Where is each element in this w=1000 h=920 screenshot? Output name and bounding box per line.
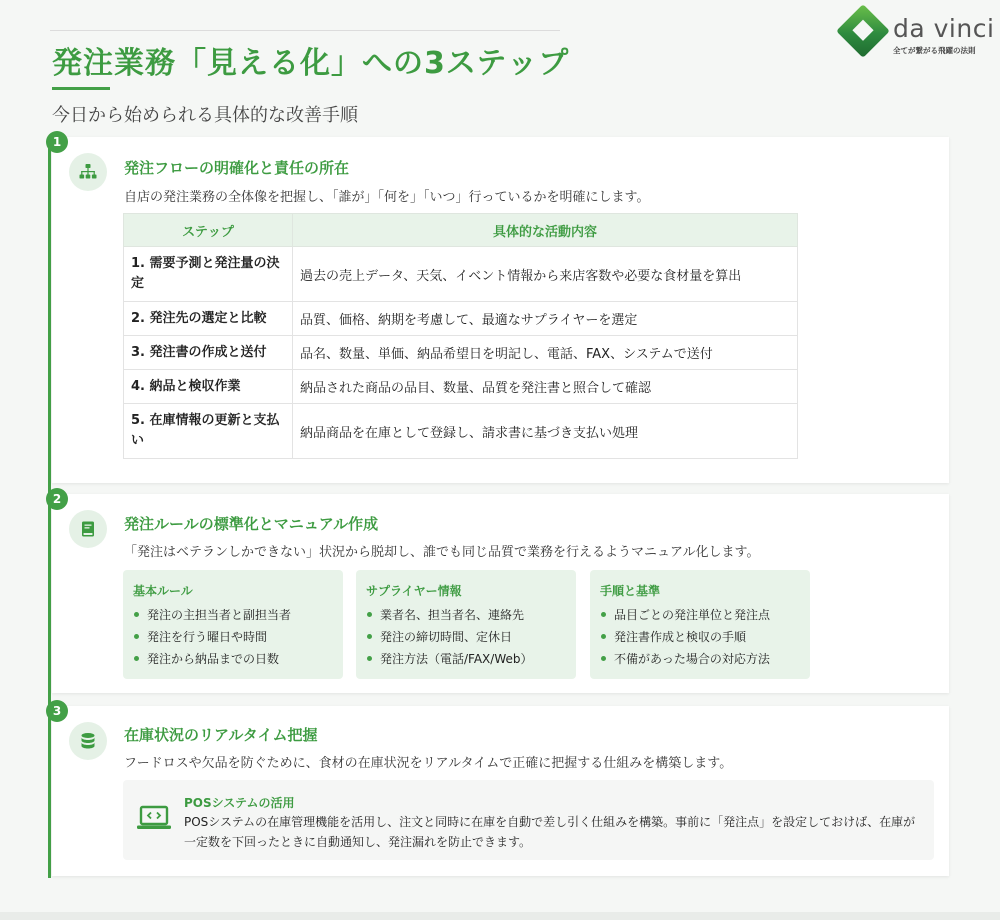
step-card-1 bbox=[52, 137, 949, 483]
table-cell-activity: 品名、数量、単価、納品希望日を明記し、電話、FAX、システムで送付 bbox=[293, 336, 798, 370]
logo-name: da vinci bbox=[893, 14, 995, 43]
table-cell-activity: 品質、価格、納期を考慮して、最適なサプライヤーを選定 bbox=[293, 302, 798, 336]
table-header-row bbox=[124, 214, 798, 247]
timeline-line bbox=[48, 140, 51, 878]
step1-title: 発注フローの明確化と責任の所在 bbox=[124, 159, 350, 177]
basic-rules-box bbox=[123, 570, 343, 679]
list-item: 発注を行う曜日や時間 bbox=[133, 628, 291, 650]
logo-mark-icon bbox=[836, 4, 890, 58]
step-number-badge-1: 1 bbox=[46, 131, 68, 153]
rule-box-title: 基本ルール bbox=[133, 584, 193, 598]
page-subtitle: 今日から始められる具体的な改善手順 bbox=[52, 105, 358, 126]
list-item: 発注書作成と検収の手順 bbox=[600, 628, 770, 650]
pos-text: POSシステムの在庫管理機能を活用し、注文と同時に在庫を自動で差し引く仕組みを構築。事前に「発注点」を設定しておけば、在庫が一定数を下回ったときに自動通知し、発注漏れを防止できます。 bbox=[184, 815, 916, 849]
laptop-code-icon bbox=[136, 804, 172, 834]
table-header-activity: 具体的な活動内容 bbox=[293, 214, 798, 247]
step-card-3 bbox=[52, 706, 949, 876]
table-cell-step: 4. 納品と検収作業 bbox=[124, 370, 293, 404]
table-cell-activity: 納品された商品の品目、数量、品質を発注書と照合して確認 bbox=[293, 370, 798, 404]
table-header-step: ステップ bbox=[124, 214, 293, 247]
title-underline bbox=[52, 87, 110, 90]
logo-tagline: 全てが繋がる飛躍の法則 bbox=[893, 46, 976, 55]
rule-box-title: サプライヤー情報 bbox=[366, 584, 462, 598]
pos-system-box bbox=[123, 780, 934, 860]
table-cell-step: 2. 発注先の選定と比較 bbox=[124, 302, 293, 336]
list-item: 品目ごとの発注単位と発注点 bbox=[600, 606, 770, 628]
rule-list bbox=[133, 606, 291, 672]
step-number-badge-3: 3 bbox=[46, 700, 68, 722]
list-item: 発注から納品までの日数 bbox=[133, 650, 291, 672]
table-cell-activity: 納品商品を在庫として登録し、請求書に基づき支払い処理 bbox=[293, 404, 798, 459]
step2-description: 「発注はベテランしかできない」状況から脱却し、誰でも同じ品質で業務を行えるようマニュアル化します。 bbox=[124, 545, 760, 560]
step2-title: 発注ルールの標準化とマニュアル作成 bbox=[124, 515, 379, 533]
footer-bar bbox=[0, 912, 1000, 920]
table-cell-activity: 過去の売上データ、天気、イベント情報から来店客数や必要な食材量を算出 bbox=[293, 247, 798, 302]
procedure-box bbox=[590, 570, 810, 679]
step3-description: フードロスや欠品を防ぐために、食材の在庫状況をリアルタイムで正確に把握する仕組みを構築します。 bbox=[124, 756, 733, 771]
table-row bbox=[124, 370, 798, 404]
step1-description: 自店の発注業務の全体像を把握し、「誰が」「何を」「いつ」行っているかを明確にします。 bbox=[124, 190, 650, 205]
pos-title: POSシステムの活用 bbox=[184, 796, 295, 810]
list-item: 発注の主担当者と副担当者 bbox=[133, 606, 291, 628]
step-card-2 bbox=[52, 494, 949, 693]
table-cell-step: 3. 発注書の作成と送付 bbox=[124, 336, 293, 370]
table-row bbox=[124, 404, 798, 459]
step3-title: 在庫状況のリアルタイム把握 bbox=[124, 726, 318, 744]
list-item: 業者名、担当者名、連絡先 bbox=[366, 606, 532, 628]
page-title: 発注業務「見える化」への3ステップ bbox=[52, 46, 570, 81]
table-row bbox=[124, 247, 798, 302]
table-row bbox=[124, 302, 798, 336]
rule-list bbox=[600, 606, 770, 672]
supplier-info-box bbox=[356, 570, 576, 679]
logo bbox=[838, 8, 998, 58]
header-divider bbox=[50, 30, 560, 31]
sitemap-icon bbox=[69, 153, 107, 191]
list-item: 発注方法（電話/FAX/Web） bbox=[366, 650, 532, 672]
list-item: 発注の締切時間、定休日 bbox=[366, 628, 532, 650]
table-cell-step: 1. 需要予測と発注量の決定 bbox=[124, 247, 293, 302]
book-icon bbox=[69, 510, 107, 548]
database-icon bbox=[69, 722, 107, 760]
step-number-badge-2: 2 bbox=[46, 488, 68, 510]
workflow-table bbox=[123, 213, 798, 459]
table-cell-step: 5. 在庫情報の更新と支払い bbox=[124, 404, 293, 459]
rule-list bbox=[366, 606, 532, 672]
table-row bbox=[124, 336, 798, 370]
rule-box-title: 手順と基準 bbox=[600, 584, 661, 598]
list-item: 不備があった場合の対応方法 bbox=[600, 650, 770, 672]
